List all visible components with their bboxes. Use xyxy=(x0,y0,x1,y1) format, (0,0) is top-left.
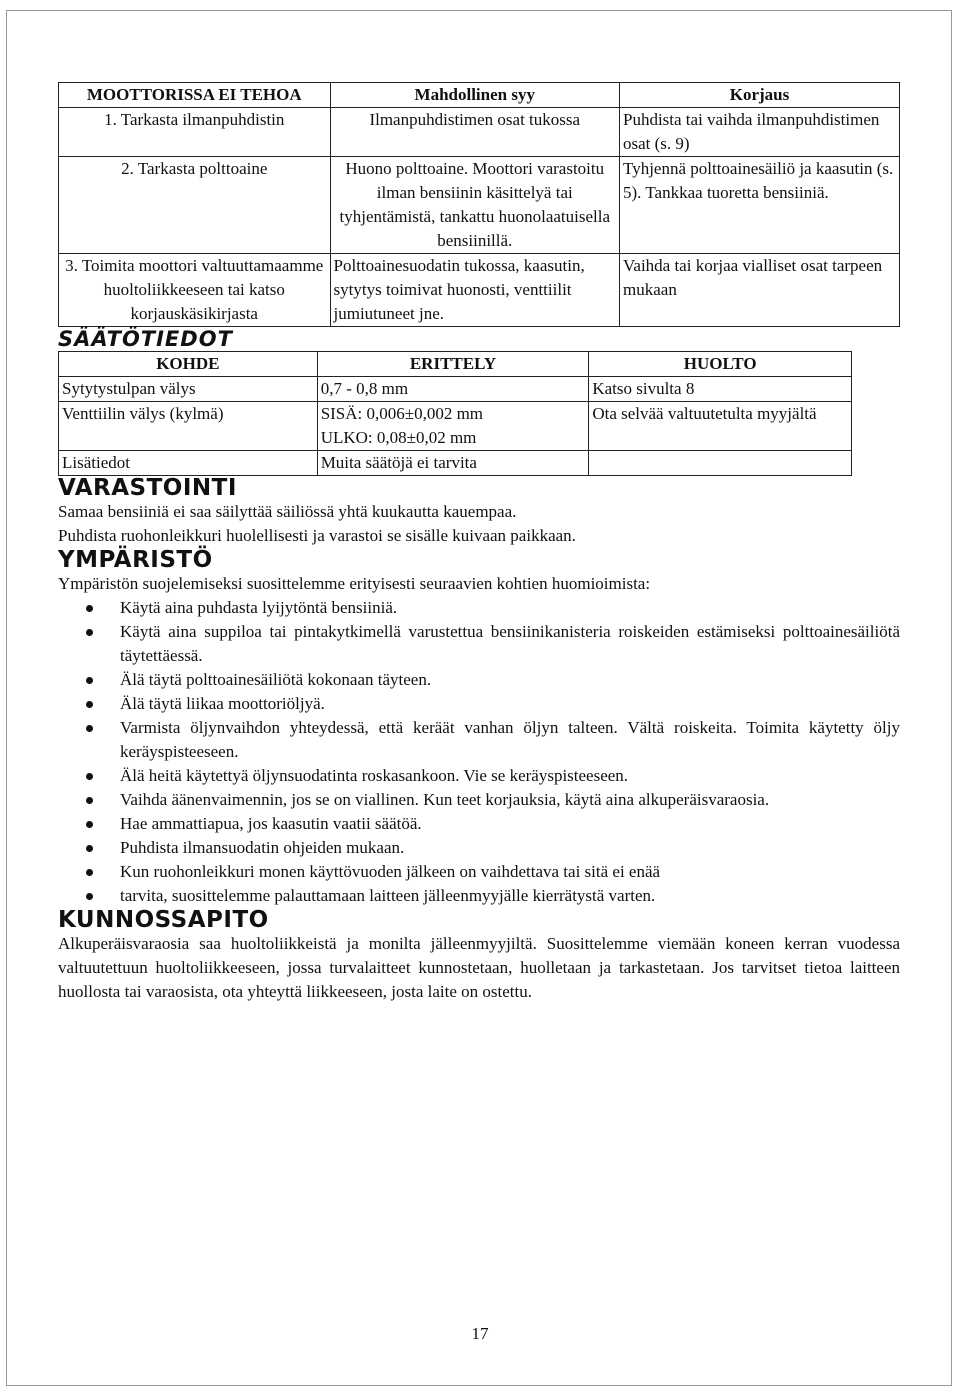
page-number: 17 xyxy=(471,1324,489,1343)
spec-line: 0,7 - 0,8 mm xyxy=(320,379,409,398)
bullet-icon xyxy=(86,893,93,900)
table-cell-spec xyxy=(317,402,589,451)
bullet-icon xyxy=(86,773,93,780)
table-cell-check: 3. Toimita moottori valtuuttamaamme huoltoliikkeeseen tai katso korjauskäsikirjasta xyxy=(59,254,331,327)
troubleshooting-table xyxy=(58,82,900,327)
settings-table xyxy=(58,351,852,476)
environment-list xyxy=(58,596,900,908)
list-item: Käytä aina suppiloa tai pintakytkimellä varustettua bensiinikanisteria roiskeiden estämiseksi polttoainesäiliötä täytettäessä. xyxy=(58,620,900,668)
list-item: Varmista öljynvaihdon yhteydessä, että keräät vanhan öljyn talteen. Vältä roiskeita. Toimita käytetty öljy keräyspisteeseen. xyxy=(58,716,900,764)
column-header: HUOLTO xyxy=(589,352,852,377)
table-cell-fix: Tyhjennä polttoainesäiliö ja kaasutin (s. 5). Tankkaa tuoretta bensiiniä. xyxy=(620,157,900,254)
page-content xyxy=(58,82,900,1004)
column-header: KOHDE xyxy=(59,352,318,377)
bullet-icon xyxy=(86,869,93,876)
table-cell-item: Venttiilin välys (kylmä) xyxy=(59,402,318,451)
spec-line: SISÄ: 0,006±0,002 mm xyxy=(320,404,484,423)
list-item: tarvita, suosittelemme palauttamaan laitteen jälleenmyyjälle kierrätystä varten. xyxy=(58,884,900,908)
section-title-environment: YMPÄRISTÖ xyxy=(58,547,213,573)
list-item: Puhdista ilmansuodatin ohjeiden mukaan. xyxy=(58,836,900,860)
column-header: ERITTELY xyxy=(317,352,589,377)
environment-intro: Ympäristön suojelemiseksi suosittelemme erityisesti seuraavien kohtien huomioimista: xyxy=(58,574,651,593)
table-cell-service: Katso sivulta 8 xyxy=(589,377,852,402)
table-cell-spec xyxy=(317,451,589,476)
bullet-icon xyxy=(86,821,93,828)
table-header-row xyxy=(59,352,852,377)
table-cell-fix: Vaihda tai korjaa vialliset osat tarpeen mukaan xyxy=(620,254,900,327)
bullet-icon xyxy=(86,629,93,636)
list-item: Hae ammattiapua, jos kaasutin vaatii säätöä. xyxy=(58,812,900,836)
table-cell-item: Sytytystulpan välys xyxy=(59,377,318,402)
column-header: Mahdollinen syy xyxy=(330,83,619,108)
table-row xyxy=(59,377,852,402)
table-cell-spec xyxy=(317,377,589,402)
table-header-row xyxy=(59,83,900,108)
spec-line: Muita säätöjä ei tarvita xyxy=(320,453,477,472)
table-cell-service: Ota selvää valtuutetulta myyjältä xyxy=(589,402,852,451)
table-row xyxy=(59,254,900,327)
table-row xyxy=(59,402,852,451)
table-cell-cause: Ilmanpuhdistimen osat tukossa xyxy=(330,108,619,157)
storage-line: Samaa bensiiniä ei saa säilyttää säiliössä yhtä kuukautta kauempaa. xyxy=(58,502,517,521)
section-title-maintenance: KUNNOSSAPITO xyxy=(58,907,269,933)
table-cell-check: 1. Tarkasta ilmanpuhdistin xyxy=(59,108,331,157)
list-item: Vaihda äänenvaimennin, jos se on viallinen. Kun teet korjauksia, käytä aina alkuperäisvaraosia. xyxy=(58,788,900,812)
table-cell-service xyxy=(589,451,852,476)
table-cell-fix: Puhdista tai vaihda ilmanpuhdistimen osat (s. 9) xyxy=(620,108,900,157)
bullet-icon xyxy=(86,677,93,684)
bullet-icon xyxy=(86,605,93,612)
section-title-settings: SÄÄTÖTIEDOT xyxy=(58,327,233,351)
bullet-icon xyxy=(86,845,93,852)
table-cell-item: Lisätiedot xyxy=(59,451,318,476)
table-row xyxy=(59,157,900,254)
bullet-icon xyxy=(86,725,93,732)
table-row xyxy=(59,108,900,157)
storage-line: Puhdista ruohonleikkuri huolellisesti ja varastoi se sisälle kuivaan paikkaan. xyxy=(58,526,576,545)
column-header: MOOTTORISSA EI TEHOA xyxy=(59,83,331,108)
spec-line: ULKO: 0,08±0,02 mm xyxy=(320,428,477,447)
list-item: Älä täytä liikaa moottoriöljyä. xyxy=(58,692,900,716)
column-header: Korjaus xyxy=(620,83,900,108)
list-item: Kun ruohonleikkuri monen käyttövuoden jälkeen on vaihdettava tai sitä ei enää xyxy=(58,860,900,884)
maintenance-text: Alkuperäisvaraosia saa huoltoliikkeistä ja monilta jälleenmyyjiltä. Suosittelemme viemään koneen kerran vuodessa valtuutettuun huoltoliikkeeseen, jossa turvalaitteet kunnostetaan, huolletaan ja tarkastetaan. Jos tarvitset tietoa laitteen huollosta tai varaosista, ota yhteyttä liikkeeseen, josta laite on ostettu. xyxy=(58,934,900,1001)
bullet-icon xyxy=(86,701,93,708)
table-cell-cause: Huono polttoaine. Moottori varastoitu ilman bensiinin käsittelyä tai tyhjentämistä, tankattu huonolaatuisella bensiinillä. xyxy=(330,157,619,254)
bullet-icon xyxy=(86,797,93,804)
list-item: Älä täytä polttoainesäiliötä kokonaan täyteen. xyxy=(58,668,900,692)
section-title-storage: VARASTOINTI xyxy=(58,475,237,501)
list-item: Käytä aina puhdasta lyijytöntä bensiiniä. xyxy=(58,596,900,620)
table-cell-check: 2. Tarkasta polttoaine xyxy=(59,157,331,254)
list-item: Älä heitä käytettyä öljynsuodatinta roskasankoon. Vie se keräyspisteeseen. xyxy=(58,764,900,788)
table-row xyxy=(59,451,852,476)
table-cell-cause: Polttoainesuodatin tukossa, kaasutin, sytytys toimivat huonosti, venttiilit jumiutuneet jne. xyxy=(330,254,619,327)
